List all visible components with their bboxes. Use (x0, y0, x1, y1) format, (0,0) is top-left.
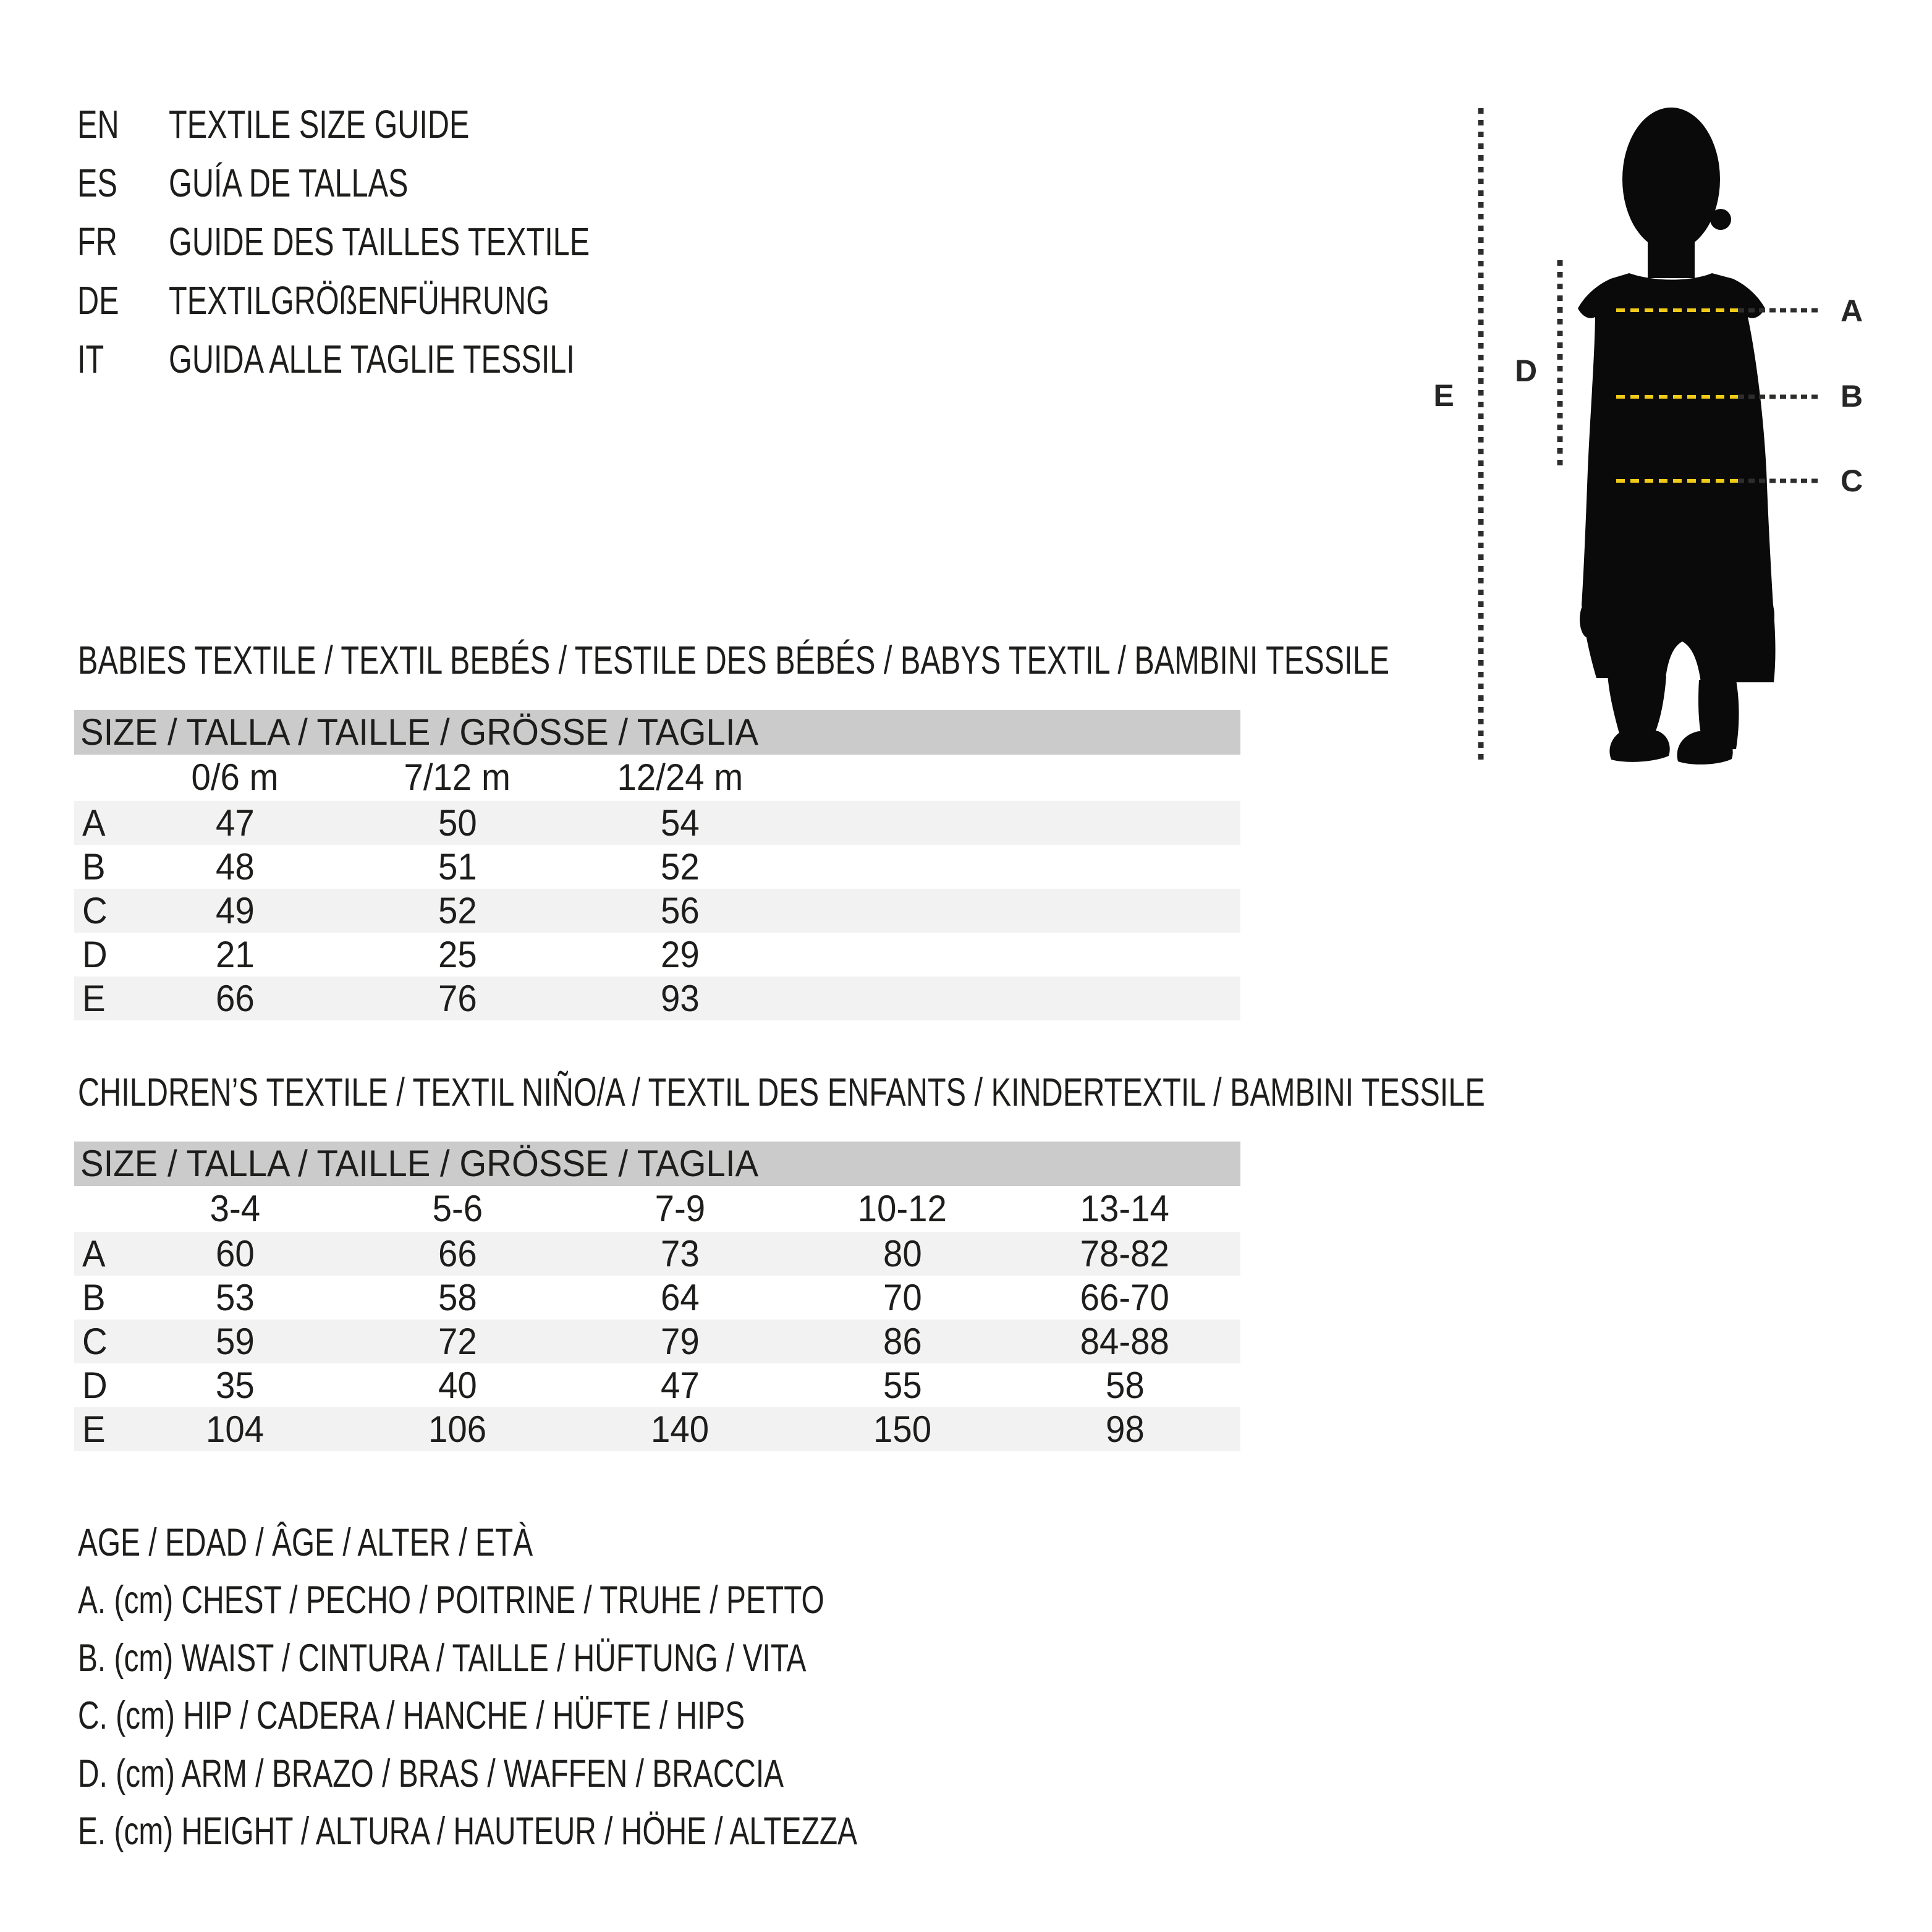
language-code (77, 339, 169, 379)
row-label-text: B (82, 846, 106, 888)
row-label-text: D (82, 1365, 108, 1406)
figure-label-e: E (1433, 378, 1454, 413)
legend-line-text: E. (cm) HEIGHT / ALTURA / HAUTEUR / HÖHE / ALTEZZA (78, 1810, 858, 1853)
figure-label-d: D (1514, 354, 1538, 388)
row-label (82, 845, 107, 889)
row-label (82, 1232, 107, 1276)
language-code-text: ES (77, 161, 117, 205)
language-code (77, 219, 169, 264)
table-cell-text: 49 (215, 890, 255, 931)
table-cell-text: 66 (438, 1233, 477, 1274)
language-row (77, 163, 484, 203)
legend-line (78, 1752, 1007, 1795)
row-label (82, 1407, 107, 1451)
table-cell (1032, 1407, 1218, 1451)
table-section-title (78, 640, 1803, 680)
column-header (587, 756, 773, 798)
table-cell (142, 1232, 328, 1276)
table-cell-text: 60 (215, 1233, 255, 1274)
row-label-text: E (82, 978, 106, 1019)
table-cell-text: 66 (215, 978, 255, 1019)
legend-line (78, 1523, 677, 1562)
table-cell (1032, 1320, 1218, 1363)
table-header-label-text: SIZE / TALLA / TAILLE / GRÖSSE / TAGLIA (80, 1143, 759, 1184)
table-cell (587, 801, 773, 845)
table-cell (142, 1320, 328, 1363)
row-label (82, 977, 107, 1020)
language-row (77, 339, 703, 379)
table-cell (587, 977, 773, 1020)
table-cell-text: 93 (660, 978, 700, 1019)
column-header (1032, 1190, 1218, 1227)
table-cell-text: 70 (883, 1277, 922, 1318)
table-cell-text: 52 (660, 846, 700, 888)
table-cell (810, 1363, 995, 1407)
figure-label-a: A (1841, 294, 1863, 328)
column-header (142, 1190, 328, 1227)
legend-line-text: B. (cm) WAIST / CINTURA / TAILLE / HÜFTUNG / VITA (78, 1637, 807, 1680)
table-cell (365, 801, 550, 845)
silhouette-neck (1648, 204, 1695, 278)
table-cell (365, 845, 550, 889)
table-cell-text: 104 (205, 1409, 265, 1450)
table-cell (587, 1232, 773, 1276)
table-cell-text: 25 (438, 934, 477, 975)
table-cell-text: 66-70 (1080, 1277, 1170, 1318)
table-cell (810, 1232, 995, 1276)
table-cell-text: 55 (883, 1365, 922, 1406)
table-cell (1032, 1363, 1218, 1407)
language-code (77, 104, 169, 144)
table-cell-text: 86 (883, 1321, 922, 1362)
silhouette-hair (1710, 209, 1731, 230)
table-cell-text: 47 (215, 802, 255, 844)
table-cell (142, 801, 328, 845)
table-section-title-text: CHILDREN’S TEXTILE / TEXTIL NIÑO/A / TEXTIL DES ENFANTS / KINDERTEXTIL / BAMBINI TESSILE (78, 1070, 1485, 1114)
table-cell (142, 1407, 328, 1451)
row-label (82, 889, 109, 933)
table-section-title (78, 1072, 1930, 1112)
table-cell-text: 21 (215, 934, 255, 975)
legend-line-text: D. (cm) ARM / BRAZO / BRAS / WAFFEN / BRACCIA (78, 1752, 784, 1795)
table-cell (587, 933, 773, 977)
table-cell-text: 50 (438, 802, 477, 844)
column-header-text: 12/24 m (617, 756, 743, 798)
figure-label-c: C (1841, 464, 1863, 498)
column-header-text: 7-9 (655, 1188, 705, 1229)
table-cell (365, 1276, 550, 1320)
table-header-label (80, 1142, 802, 1186)
language-title: TEXTILE SIZE GUIDE (169, 102, 470, 146)
column-header (142, 756, 328, 798)
row-label (82, 801, 107, 845)
table-cell-text: 58 (1105, 1365, 1145, 1406)
row-label-text: C (82, 1321, 108, 1362)
table-cell (365, 933, 550, 977)
table-cell (587, 1320, 773, 1363)
table-header-label (80, 710, 802, 755)
row-label (82, 1363, 109, 1407)
table-cell (810, 1276, 995, 1320)
language-row (77, 278, 670, 323)
table-cell-text: 40 (438, 1365, 477, 1406)
table-cell-text: 58 (438, 1277, 477, 1318)
table-cell (365, 1363, 550, 1407)
column-header-text: 7/12 m (404, 756, 511, 798)
language-code-text: FR (77, 219, 117, 264)
table-cell (142, 933, 328, 977)
table-cell (365, 1232, 550, 1276)
table-cell-text: 98 (1105, 1409, 1145, 1450)
table-cell (1032, 1276, 1218, 1320)
table-cell (810, 1407, 995, 1451)
column-header (587, 1190, 773, 1227)
table-cell-text: 53 (215, 1277, 255, 1318)
table-cell (587, 1407, 773, 1451)
table-cell-text: 80 (883, 1233, 922, 1274)
table-cell (587, 1276, 773, 1320)
language-code-text: IT (77, 337, 104, 381)
table-cell (1032, 1232, 1218, 1276)
table-cell-text: 106 (428, 1409, 487, 1450)
row-label-text: D (82, 934, 108, 975)
table-cell-text: 73 (660, 1233, 700, 1274)
table-cell-text: 150 (873, 1409, 932, 1450)
table-cell (365, 977, 550, 1020)
table-cell (142, 845, 328, 889)
table-cell (142, 1276, 328, 1320)
table-section-title-text: BABIES TEXTILE / TEXTIL BEBÉS / TESTILE DES BÉBÉS / BABYS TEXTIL / BAMBINI TESSILE (78, 638, 1390, 682)
table-cell (587, 1363, 773, 1407)
table-cell-text: 29 (660, 934, 700, 975)
column-header-text: 13-14 (1080, 1188, 1170, 1229)
table-cell-text: 78-82 (1080, 1233, 1170, 1274)
language-code-text: EN (77, 102, 119, 146)
column-header-text: 10-12 (857, 1188, 947, 1229)
row-label (82, 1276, 107, 1320)
language-code-text: DE (77, 278, 119, 323)
column-header (810, 1190, 995, 1227)
language-code (77, 163, 169, 203)
table-cell-text: 54 (660, 802, 700, 844)
table-cell-text: 35 (215, 1365, 255, 1406)
language-title: GUIDE DES TAILLES TEXTILE (169, 219, 590, 264)
table-header-label-text: SIZE / TALLA / TAILLE / GRÖSSE / TAGLIA (80, 711, 759, 753)
table-cell (365, 1407, 550, 1451)
language-title: TEXTILGRÖßENFÜHRUNG (169, 278, 550, 323)
language-row (77, 219, 722, 264)
legend-line (78, 1694, 955, 1737)
language-code (77, 278, 169, 323)
row-label (82, 1320, 109, 1363)
child-measurement-figure (1421, 93, 1928, 791)
table-cell (142, 1363, 328, 1407)
table-cell (587, 845, 773, 889)
table-cell-text: 56 (660, 890, 700, 931)
legend-line-text: AGE / EDAD / ÂGE / ALTER / ETÀ (78, 1521, 533, 1564)
language-title: GUIDA ALLE TAGLIE TESSILI (169, 337, 575, 381)
table-cell-text: 64 (660, 1277, 700, 1318)
column-header-text: 0/6 m (191, 756, 279, 798)
legend-line-text: C. (cm) HIP / CADERA / HANCHE / HÜFTE / HIPS (78, 1694, 745, 1737)
row-label-text: B (82, 1277, 106, 1318)
column-header-text: 3-4 (210, 1188, 260, 1229)
table-cell (142, 977, 328, 1020)
silhouette-torso (1578, 273, 1773, 606)
row-label (82, 933, 109, 977)
table-cell (365, 1320, 550, 1363)
table-cell-text: 79 (660, 1321, 700, 1362)
table-cell (365, 889, 550, 933)
language-row (77, 104, 564, 144)
table-cell (587, 889, 773, 933)
silhouette-left-shoe (1609, 727, 1669, 762)
legend-line (78, 1578, 1060, 1622)
table-cell-text: 47 (660, 1365, 700, 1406)
row-label-text: E (82, 1409, 106, 1450)
table-cell-text: 59 (215, 1321, 255, 1362)
table-cell-text: 84-88 (1080, 1321, 1170, 1362)
row-label-text: A (82, 1233, 106, 1274)
legend-line (78, 1812, 1103, 1851)
row-label-text: C (82, 890, 108, 931)
table-cell-text: 48 (215, 846, 255, 888)
table-cell (142, 889, 328, 933)
row-label-text: A (82, 802, 106, 844)
language-title: GUÍA DE TALLAS (169, 161, 409, 205)
table-cell-text: 76 (438, 978, 477, 1019)
figure-label-b: B (1841, 379, 1863, 413)
legend-line-text: A. (cm) CHEST / PECHO / POITRINE / TRUHE / PETTO (78, 1578, 824, 1622)
table-cell-text: 52 (438, 890, 477, 931)
table-cell-text: 140 (650, 1409, 710, 1450)
table-cell-text: 51 (438, 846, 477, 888)
table-cell (810, 1320, 995, 1363)
column-header (365, 1190, 550, 1227)
legend-line (78, 1639, 1036, 1678)
column-header-text: 5-6 (432, 1188, 483, 1229)
table-cell-text: 72 (438, 1321, 477, 1362)
column-header (365, 756, 550, 798)
